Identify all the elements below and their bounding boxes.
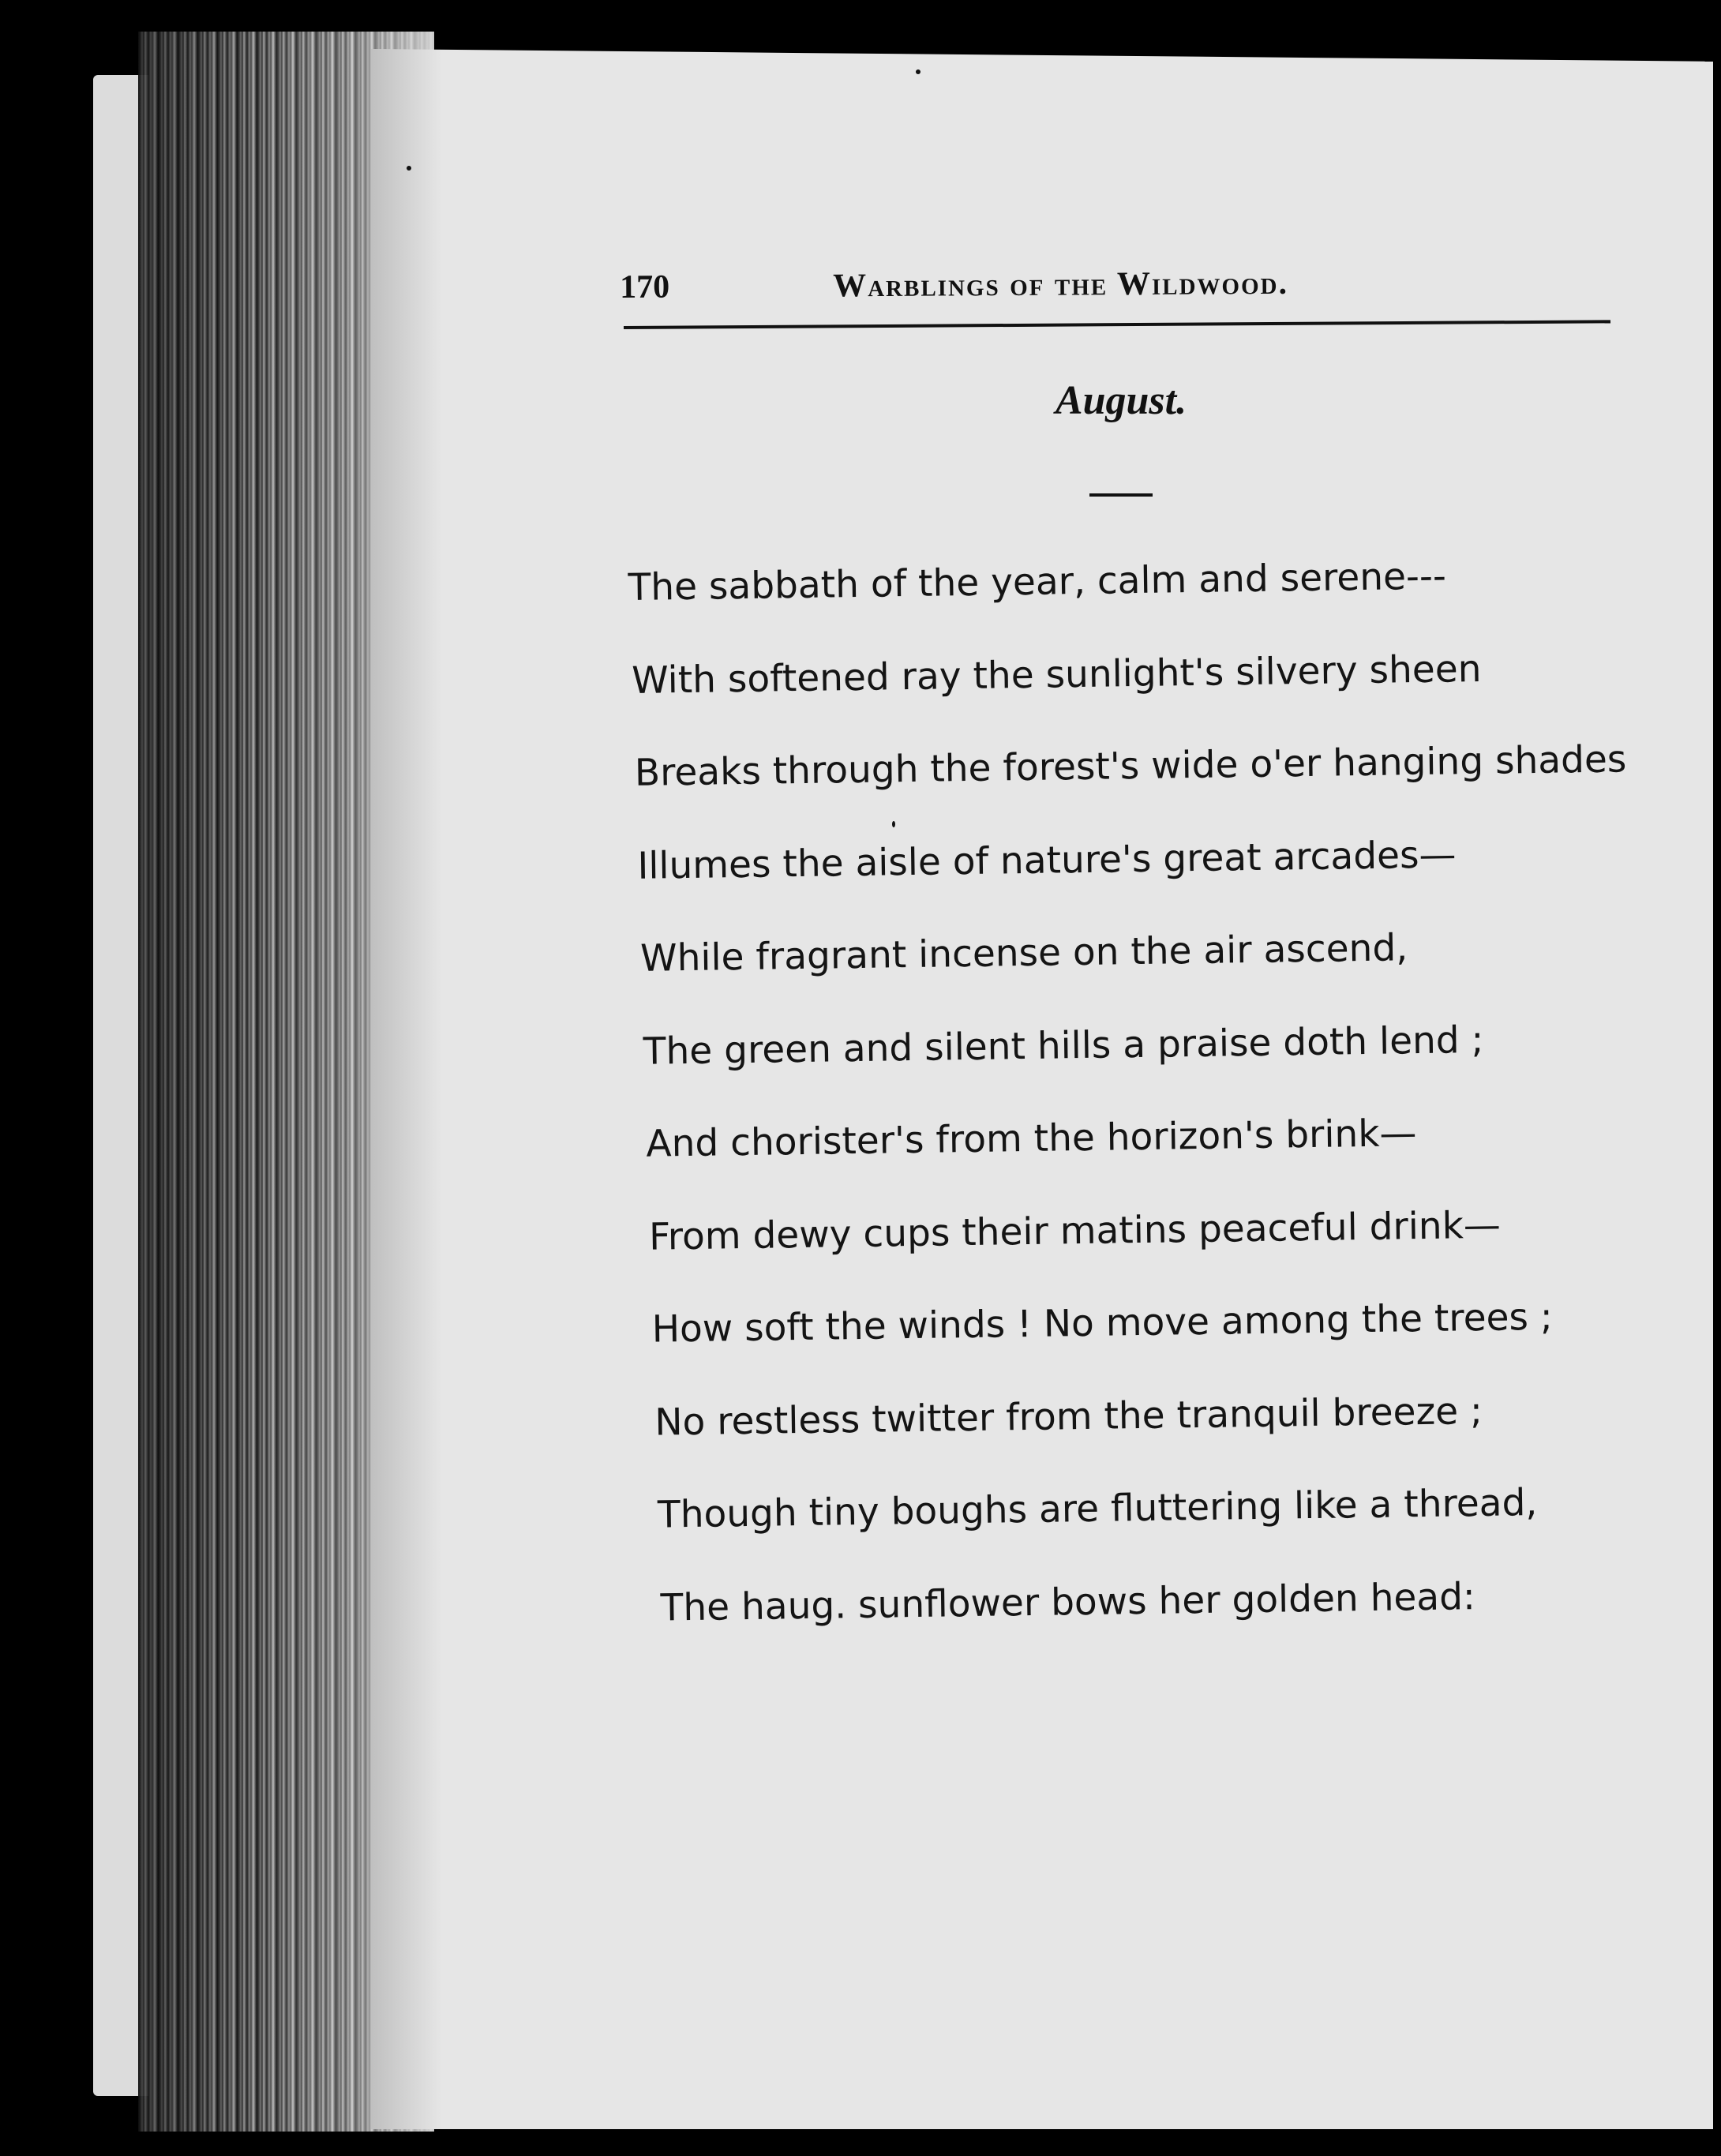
verse-line: The sabbath of the year, calm and serene--- [628,554,1447,609]
scan-speck [892,821,895,827]
title-dash [1089,493,1153,497]
verse-line: No restless twitter from the tranquil breeze ; [654,1389,1483,1445]
verse-line: And chorister's from the horizon's brink— [646,1112,1417,1166]
verse-line: Breaks through the forest's wide o'er hanging shades [634,737,1627,795]
verse-line: How soft the winds ! No move among the trees ; [651,1295,1554,1352]
verse-line: With softened ray the sunlight's silvery sheen [631,647,1482,703]
scan-speck [916,69,920,74]
poem-title: August. [1055,378,1187,423]
running-title: Warblings of the Wildwood. [833,264,1289,305]
verse-line: While fragrant incense on the air ascend, [639,926,1408,981]
verse-line: Illumes the aisle of nature's great arcades— [637,832,1457,888]
verse-line: The haug. sunflower bows her golden head: [660,1574,1476,1630]
verse-line: The green and silent hills a praise doth lend ; [643,1018,1484,1074]
running-header [620,262,1614,316]
verse-line: Though tiny boughs are fluttering like a thread, [657,1481,1538,1537]
scan-speck [407,166,411,171]
verse-line: From dewy cups their matins peaceful drink— [648,1203,1502,1259]
poem-verse [628,538,1670,1666]
page-number: 170 [620,268,670,306]
